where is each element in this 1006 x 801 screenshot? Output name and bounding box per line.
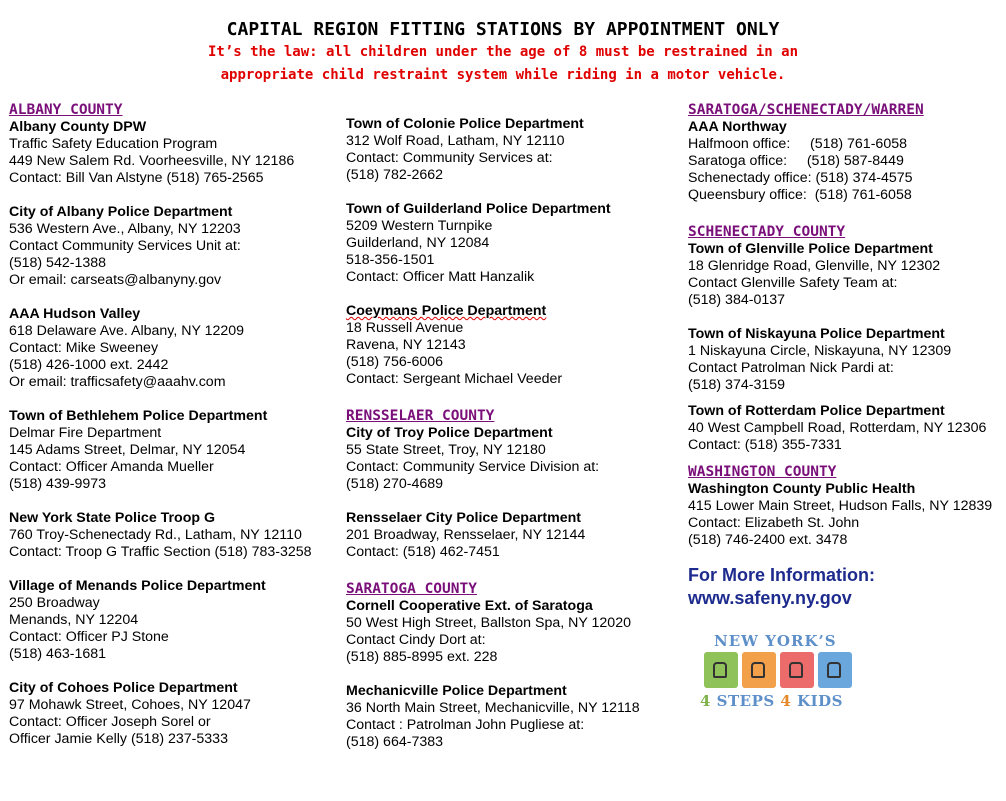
station-line: (518) 463-1681 (9, 646, 107, 662)
car-seat-block-icon (780, 652, 814, 688)
station-name: Town of Glenville Police Department (688, 241, 933, 257)
station-entry (346, 201, 640, 286)
station-name: Town of Rotterdam Police Department (688, 403, 945, 419)
station-entry (688, 403, 992, 454)
station-line: 618 Delaware Ave. Albany, NY 12209 (9, 323, 245, 339)
station-line: 50 West High Street, Ballston Spa, NY 12020 (346, 615, 631, 631)
station-line: Contact: Sergeant Michael Veeder (346, 371, 563, 387)
station-line: Contact: Community Services at: (346, 150, 553, 166)
station-line: (518) 439-9973 (9, 476, 107, 492)
station-line: Contact: Officer PJ Stone (9, 629, 169, 645)
station-name: Albany County DPW (9, 119, 147, 135)
more-info-label: For More Information: (688, 565, 875, 585)
office-line: Saratoga office: (518) 587-8449 (688, 153, 904, 169)
office-line: Halfmoon office: (518) 761-6058 (688, 136, 907, 152)
station-line: (518) 426-1000 ext. 2442 (9, 357, 169, 373)
station-line: Contact: Elizabeth St. John (688, 515, 860, 531)
page-title: CAPITAL REGION FITTING STATIONS BY APPOINTMENT ONLY (226, 19, 780, 40)
station-entry (9, 680, 312, 748)
logo-blocks (704, 652, 852, 692)
logo-title: NEW YORK’S (714, 632, 837, 650)
website-link[interactable]: www.safeny.ny.gov (688, 588, 852, 608)
station-name: City of Albany Police Department (9, 204, 233, 220)
car-seat-block-icon (742, 652, 776, 688)
station-line: (518) 746-2400 ext. 3478 (688, 532, 848, 548)
station-entry (688, 119, 992, 204)
station-line: Contact: Mike Sweeney (9, 340, 159, 356)
station-line: (518) 782-2662 (346, 167, 444, 183)
station-line: Contact: (518) 462-7451 (346, 544, 500, 560)
station-name: Town of Guilderland Police Department (346, 201, 611, 217)
station-line: 40 West Campbell Road, Rotterdam, NY 12306 (688, 420, 987, 436)
station-entry (346, 598, 640, 666)
logo-tagline-part: STEPS (710, 692, 781, 710)
station-line: Contact Glenville Safety Team at: (688, 275, 898, 291)
station-line: 145 Adams Street, Delmar, NY 12054 (9, 442, 246, 458)
station-line: 1 Niskayuna Circle, Niskayuna, NY 12309 (688, 343, 952, 359)
law-notice-line-1: It’s the law: all children under the age of 8 must be restrained in an (207, 44, 798, 60)
station-name: City of Troy Police Department (346, 425, 553, 441)
station-line: (518) 664-7383 (346, 734, 444, 750)
station-line: (518) 384-0137 (688, 292, 786, 308)
station-line: Contact Cindy Dort at: (346, 632, 486, 648)
station-line: Menands, NY 12204 (9, 612, 139, 628)
station-line: 36 North Main Street, Mechanicville, NY 12118 (346, 700, 640, 716)
station-line: (518) 756-6006 (346, 354, 444, 370)
station-entry (688, 481, 992, 549)
left-column (9, 101, 312, 748)
office-line: Schenectady office: (518) 374-4575 (688, 170, 913, 186)
station-line: Contact: Bill Van Alstyne (518) 765-2565 (9, 170, 264, 186)
station-name: Coeymans Police Department (346, 303, 547, 319)
station-email[interactable]: Or email: trafficsafety@aaahv.com (9, 374, 226, 390)
station-line: Delmar Fire Department (9, 425, 162, 441)
station-line: 18 Russell Avenue (346, 320, 464, 336)
station-line: Contact: Officer Joseph Sorel or (9, 714, 211, 730)
county-heading-rensselaer: RENSSELAER COUNTY (346, 408, 495, 424)
station-line: Contact: (518) 355-7331 (688, 437, 842, 453)
station-entry (9, 119, 312, 187)
logo-tagline-part: 4 (700, 692, 711, 710)
station-line: Contact: Community Service Division at: (346, 459, 600, 475)
office-line: Queensbury office: (518) 761-6058 (688, 187, 912, 203)
station-line: (518) 885-8995 ext. 228 (346, 649, 498, 665)
station-line: Guilderland, NY 12084 (346, 235, 490, 251)
station-entry (346, 116, 640, 184)
station-line: 5209 Western Turnpike (346, 218, 493, 234)
station-line: 760 Troy-Schenectady Rd., Latham, NY 12110 (9, 527, 302, 543)
middle-column (346, 116, 640, 751)
station-name: Town of Colonie Police Department (346, 116, 584, 132)
station-name: Cornell Cooperative Ext. of Saratoga (346, 598, 593, 614)
station-line: 55 State Street, Troy, NY 12180 (346, 442, 546, 458)
station-entry (346, 683, 640, 751)
county-heading-washington: WASHINGTON COUNTY (688, 464, 837, 480)
station-entry (346, 303, 640, 388)
car-seat-block-icon (704, 652, 738, 688)
station-line: (518) 374-3159 (688, 377, 786, 393)
station-line: Contact Community Services Unit at: (9, 238, 241, 254)
station-line: Contact: Troop G Traffic Section (518) 783-3258 (9, 544, 312, 560)
station-line: 18 Glenridge Road, Glenville, NY 12302 (688, 258, 941, 274)
station-line: 97 Mohawk Street, Cohoes, NY 12047 (9, 697, 251, 713)
station-entry (346, 510, 640, 561)
station-line: Contact : Patrolman John Pugliese at: (346, 717, 585, 733)
station-name: AAA Northway (688, 119, 787, 135)
new-yorks-4-steps-4-kids-logo (700, 630, 860, 712)
station-line: 536 Western Ave., Albany, NY 12203 (9, 221, 241, 237)
station-line: 250 Broadway (9, 595, 100, 611)
station-entry (346, 425, 640, 493)
station-name: AAA Hudson Valley (9, 306, 141, 322)
station-line: (518) 270-4689 (346, 476, 444, 492)
station-line: (518) 542-1388 (9, 255, 107, 271)
station-entry (9, 306, 312, 391)
logo-tagline (700, 692, 843, 710)
station-entry (688, 241, 992, 309)
county-heading-schenectady: SCHENECTADY COUNTY (688, 224, 846, 240)
logo-tagline-part: KIDS (791, 692, 843, 710)
station-name: Village of Menands Police Department (9, 578, 266, 594)
station-line: Officer Jamie Kelly (518) 237-5333 (9, 731, 228, 747)
station-name: City of Cohoes Police Department (9, 680, 238, 696)
station-line: Traffic Safety Education Program (9, 136, 218, 152)
county-heading-albany: ALBANY COUNTY (9, 102, 123, 118)
station-line: 312 Wolf Road, Latham, NY 12110 (346, 133, 565, 149)
station-name: Town of Niskayuna Police Department (688, 326, 945, 342)
station-line: Contact: Officer Matt Hanzalik (346, 269, 535, 285)
station-line: 201 Broadway, Rensselaer, NY 12144 (346, 527, 586, 543)
right-column (688, 101, 992, 610)
law-notice-line-2: appropriate child restraint system while riding in a motor vehicle. (220, 67, 786, 83)
station-name: Washington County Public Health (688, 481, 916, 497)
station-line: Contact Patrolman Nick Pardi at: (688, 360, 894, 376)
station-name: Town of Bethlehem Police Department (9, 408, 268, 424)
station-entry (9, 408, 312, 493)
county-heading-saratoga: SARATOGA COUNTY (346, 581, 477, 597)
station-line: 415 Lower Main Street, Hudson Falls, NY 12839 (688, 498, 993, 514)
station-entry (688, 326, 992, 394)
car-seat-block-icon (818, 652, 852, 688)
station-entry (9, 578, 312, 663)
station-name: Rensselaer City Police Department (346, 510, 581, 526)
station-line: Contact: Officer Amanda Mueller (9, 459, 214, 475)
station-email[interactable]: Or email: carseats@albanyny.gov (9, 272, 222, 288)
station-line: Ravena, NY 12143 (346, 337, 466, 353)
station-line: 518-356-1501 (346, 252, 435, 268)
station-entry (9, 510, 312, 561)
station-line: 449 New Salem Rd. Voorheesville, NY 12186 (9, 153, 295, 169)
county-heading-saratoga-schenectady-warren: SARATOGA/SCHENECTADY/WARREN (688, 102, 924, 118)
station-name: Mechanicville Police Department (346, 683, 567, 699)
station-name: New York State Police Troop G (9, 510, 216, 526)
station-entry (9, 204, 312, 289)
logo-tagline-part: 4 (780, 692, 792, 710)
